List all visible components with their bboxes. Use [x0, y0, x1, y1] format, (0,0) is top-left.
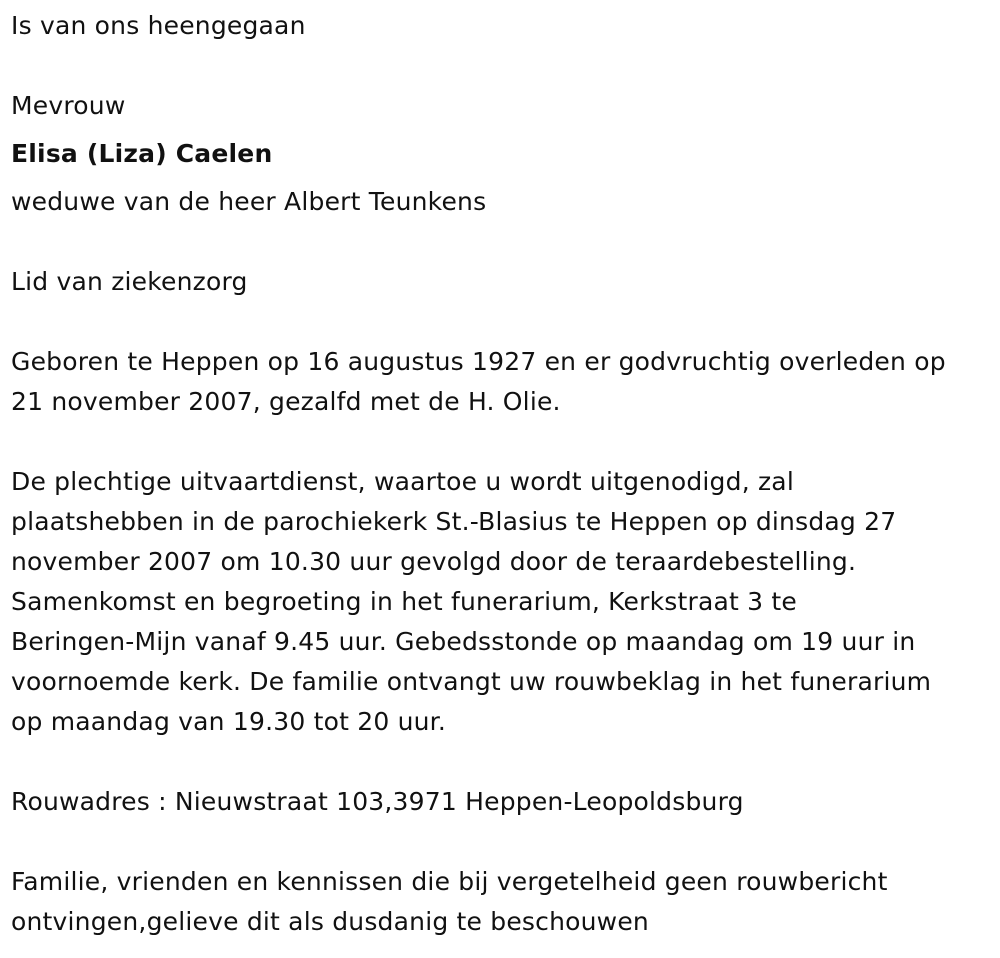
spouse-text: weduwe van de heer Albert Teunkens [11, 187, 487, 216]
paragraph-line: Samenkomst en begroeting in het funerarium, Kerkstraat 3 te [11, 587, 797, 616]
paragraph-line: voornoemde kerk. De familie ontvangt uw rouwbeklag in het funerarium [11, 667, 932, 696]
membership-text: Lid van ziekenzorg [11, 267, 248, 296]
closing-paragraph [11, 862, 1000, 942]
deceased-name: Elisa (Liza) Caelen [11, 139, 273, 168]
spacer [11, 46, 1000, 86]
paragraph-line: ontvingen,gelieve dit als dusdanig te beschouwen [11, 907, 649, 936]
spacer [11, 222, 1000, 262]
paragraph-line: De plechtige uitvaartdienst, waartoe u wordt uitgenodigd, zal [11, 467, 794, 496]
paragraph-line: Geboren te Heppen op 16 augustus 1927 en er godvruchtig overleden op [11, 347, 946, 376]
service-paragraph [11, 462, 1000, 742]
paragraph-line: Beringen-Mijn vanaf 9.45 uur. Gebedsstonde op maandag om 19 uur in [11, 627, 916, 656]
paragraph-line: Familie, vrienden en kennissen die bij vergetelheid geen rouwbericht [11, 867, 888, 896]
spacer [11, 422, 1000, 462]
paragraph-line: op maandag van 19.30 tot 20 uur. [11, 707, 447, 736]
paragraph-line: november 2007 om 10.30 uur gevolgd door de teraardebestelling. [11, 547, 857, 576]
paragraph-line: plaatshebben in de parochiekerk St.-Blasius te Heppen op dinsdag 27 [11, 507, 897, 536]
paragraph-line: 21 november 2007, gezalfd met de H. Olie. [11, 387, 561, 416]
salutation: Mevrouw [11, 91, 126, 120]
spacer [11, 742, 1000, 782]
intro-text: Is van ons heengegaan [11, 11, 306, 40]
birth-death-paragraph [11, 342, 1000, 422]
mourning-address: Rouwadres : Nieuwstraat 103,3971 Heppen-Leopoldsburg [11, 787, 744, 816]
spacer [11, 302, 1000, 342]
spacer [11, 822, 1000, 862]
